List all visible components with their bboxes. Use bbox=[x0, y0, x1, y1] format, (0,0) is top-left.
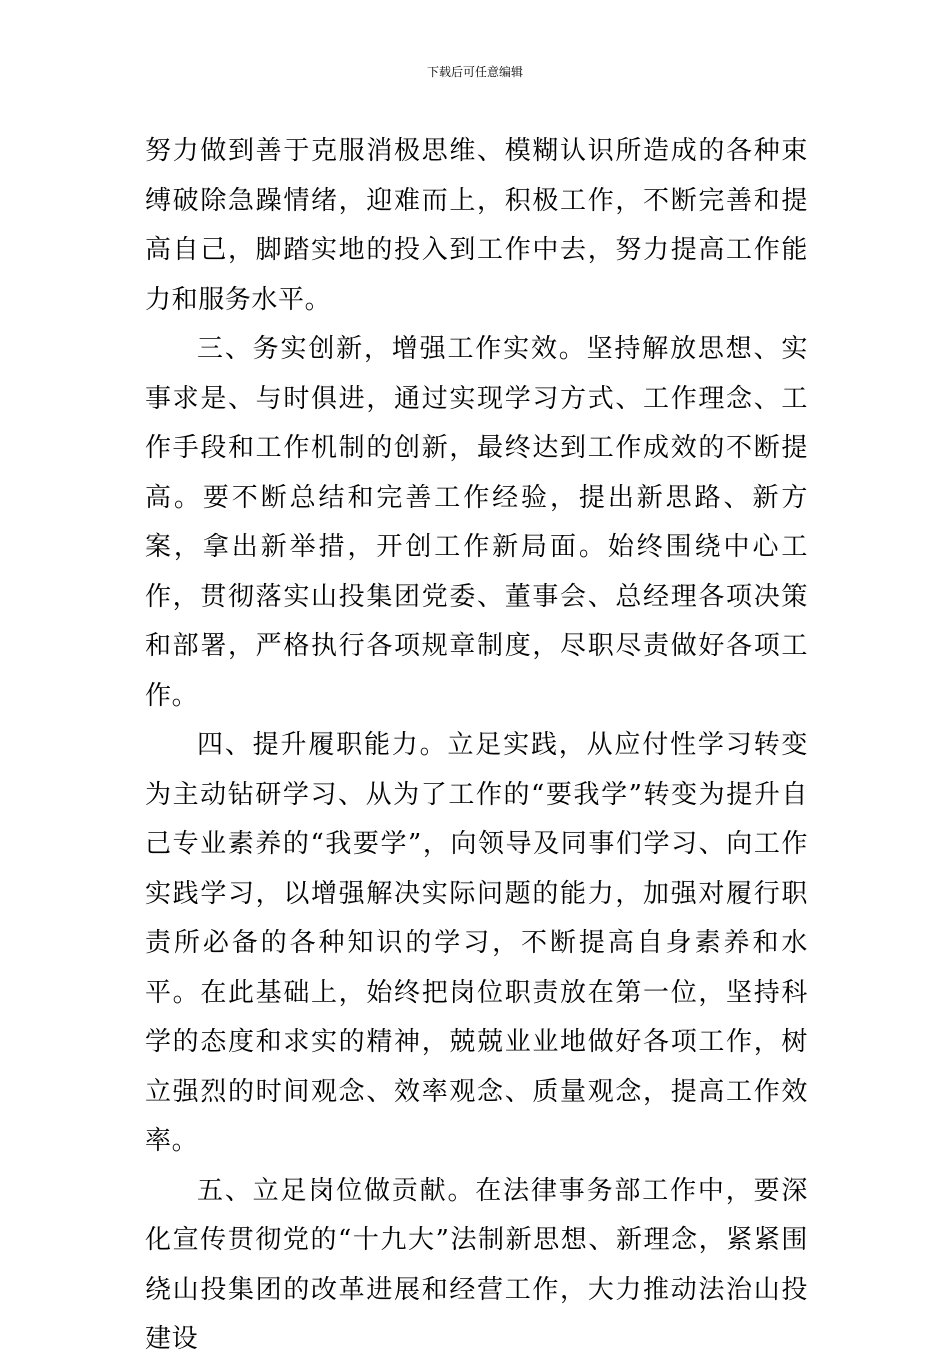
paragraph-continuation: 努力做到善于克服消极思维、模糊认识所造成的各种束缚破除急躁情绪，迎难而上，积极工作，不断完善和提高自己，脚踏实地的投入到工作中去，努力提高工作能力和服务水平。 bbox=[145, 136, 808, 315]
document-body bbox=[145, 127, 808, 1365]
paragraph-section-three: 三、务实创新，增强工作实效。坚持解放思想、实事求是、与时俱进，通过实现学习方式、工作理念、工作手段和工作机制的创新，最终达到工作成效的不断提高。要不断总结和完善工作经验，提出新思路、新方案，拿出新举措，开创工作新局面。始终围绕中心工作，贯彻落实山投集团党委、董事会、总经理各项决策和部署，严格执行各项规章制度，尽职尽责做好各项工作。 bbox=[145, 334, 808, 711]
paragraph-section-five: 五、立足岗位做贡献。在法律事务部工作中，要深化宣传贯彻党的“十九大”法制新思想、新理念，紧紧围绕山投集团的改革进展和经营工作，大力推动法治山投建设 bbox=[145, 1175, 808, 1354]
paragraph-section-four: 四、提升履职能力。立足实践，从应付性学习转变为主动钻研学习、从为了工作的“要我学”转变为提升自己专业素养的“我要学”，向领导及同事们学习、向工作实践学习，以增强解决实际问题的能力，加强对履行职责所必备的各种知识的学习，不断提高自身素养和水平。在此基础上，始终把岗位职责放在第一位，坚持科学的态度和求实的精神，兢兢业业地做好各项工作，树立强烈的时间观念、效率观念、质量观念，提高工作效率。 bbox=[145, 730, 808, 1156]
page-header-note: 下载后可任意编辑 bbox=[426, 65, 523, 79]
